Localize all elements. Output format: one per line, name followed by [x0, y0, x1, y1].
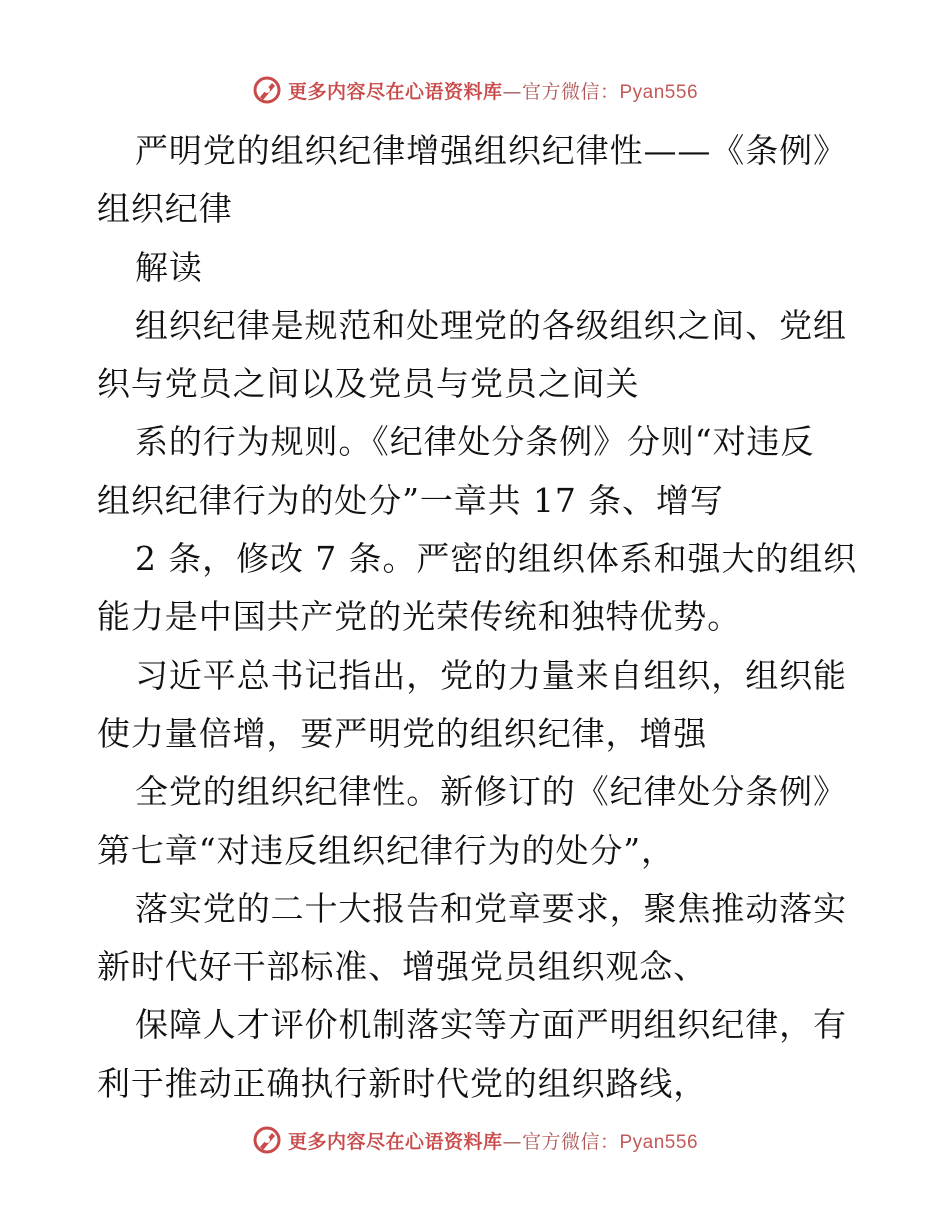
- text-line: 全党的组织纪律性。新修订的《纪律处分条例》: [135, 772, 847, 812]
- title-line-3: 解读: [135, 247, 203, 287]
- text-line: 新时代好干部标准、增强党员组织观念、: [97, 947, 708, 987]
- text-line: 利于推动正确执行新时代党的组织路线，: [97, 1063, 708, 1103]
- watermark-tail: 官方微信：: [521, 1130, 620, 1153]
- text-line: 第七章“对违反组织纪律行为的处分”，: [97, 830, 675, 870]
- quill-logo-icon: [252, 1125, 282, 1155]
- title-line-1: 严明党的组织纪律增强组织纪律性——《条例》: [135, 131, 847, 170]
- text-line: 保障人才评价机制落实等方面严明组织纪律，有: [135, 1005, 847, 1045]
- text-line: 能力是中国共产党的光荣传统和独特优势。: [97, 597, 742, 637]
- quill-logo-icon: [252, 75, 282, 105]
- text-line: 习近平总书记指出，党的力量来自组织，组织能: [135, 655, 847, 695]
- watermark-separator: —: [502, 1130, 522, 1153]
- document-body: [97, 122, 857, 1113]
- watermark-text: [288, 77, 698, 104]
- text-line: 落实党的二十大报告和党章要求，聚焦推动落实: [135, 888, 847, 928]
- text-line: 使力量倍增，要严明党的组织纪律，增强: [97, 713, 708, 753]
- watermark-lead: 更多内容尽在心语资料库: [287, 1130, 503, 1153]
- text-line: 系的行为规则。《纪律处分条例》分则“对违反: [135, 422, 815, 462]
- text-line: 组织纪律是规范和处理党的各级组织之间、党组: [135, 305, 847, 345]
- text-line: 2 条，修改 7 条。严密的组织体系和强大的组织: [135, 539, 858, 579]
- text-line: 织与党员之间以及党员与党员之间关: [97, 364, 640, 404]
- watermark-lead: 更多内容尽在心语资料库: [287, 80, 503, 103]
- watermark-separator: —: [502, 80, 522, 103]
- text-line: 组织纪律行为的处分”一章共 17 条、增写: [97, 480, 724, 520]
- header-watermark: [0, 70, 950, 110]
- watermark-text: [288, 1127, 698, 1154]
- watermark-handle: Pyan556: [619, 81, 699, 103]
- footer-watermark: [0, 1120, 950, 1160]
- title-line-2: 组织纪律: [97, 189, 233, 229]
- watermark-handle: Pyan556: [619, 1131, 699, 1153]
- watermark-tail: 官方微信：: [521, 80, 620, 103]
